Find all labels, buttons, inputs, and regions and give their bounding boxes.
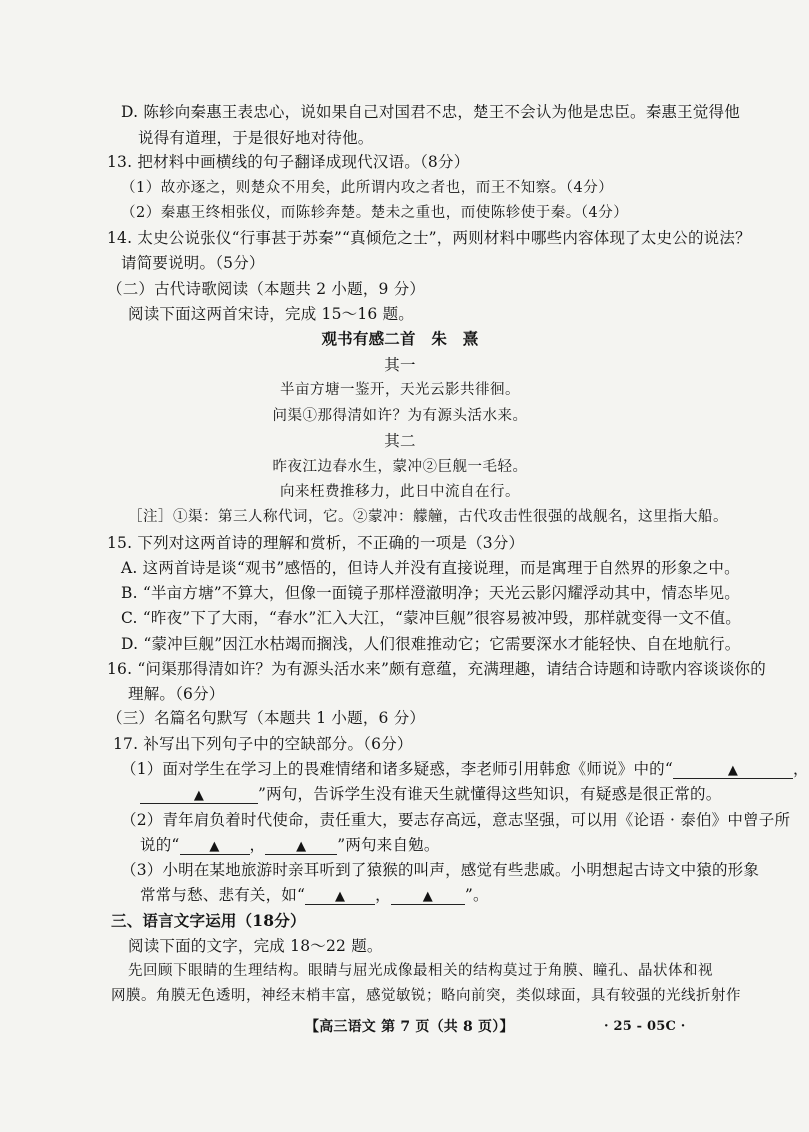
part3-intro: 阅读下面的文字，完成 18～22 题。 [128, 937, 383, 955]
poem1-line1: 半亩方塘一鉴开，天光云影共徘徊。 [280, 382, 520, 398]
blank-marker: ▲ [209, 839, 220, 854]
blank-marker: ▲ [193, 788, 205, 803]
q17-item2-text-c: ， [249, 836, 266, 854]
q14-line2: 请简要说明。（5分） [121, 254, 265, 272]
q17-item2-line2 [140, 835, 440, 855]
poem1-line2: 问渠①那得清如许？为有源头活水来。 [272, 408, 528, 424]
q16-line1: 16. “问渠那得清如许？为有源头活水来”颇有意蕴，充满理趣，请结合诗题和诗歌内容谈谈你的 [107, 660, 766, 678]
page-footer-code: · 25 - 05C · [604, 1019, 686, 1034]
poem-note: ［注］①渠：第三人称代词，它。②蒙冲：艨艟，古代攻击性很强的战舰名，这里指大船。 [128, 509, 728, 525]
blank-marker: ▲ [422, 889, 433, 904]
poem-title: 观书有感二首 朱 熹 [321, 329, 479, 348]
q17-item3-text-c: ， [375, 886, 391, 904]
part3-heading: 三、语言文字运用（18分） [111, 911, 306, 930]
q17-blank-2[interactable] [140, 784, 258, 804]
q17-item3-text-b: 常常与愁、悲有关，如“ [140, 886, 306, 904]
section2-heading: （二）古代诗歌阅读（本题共 2 小题，9 分） [107, 280, 426, 298]
q17-item1-text-a: （1）面对学生在学习上的畏难情绪和诸多疑惑，李老师引用韩愈《师说》中的“ [121, 760, 673, 778]
poem2-heading: 其二 [384, 432, 416, 450]
q17-item1-text-b: ， [793, 760, 809, 778]
q15-stem: 15. 下列对这两首诗的理解和赏析，不正确的一项是（3分） [107, 534, 525, 552]
q12-option-d-line2: 说得有道理，于是很好地对待他。 [138, 129, 374, 147]
q17-blank-5[interactable] [305, 885, 375, 905]
page-footer-label: 【高三语文 第 7 页（共 8 页）】 [305, 1019, 514, 1035]
q17-item1-line2 [140, 784, 721, 804]
q17-item3-line1: （3）小明在某地旅游时亲耳听到了猿猴的叫声，感觉有些悲戚。小明想起古诗文中猿的形象 [121, 861, 760, 879]
section3-heading: （三）名篇名句默写（本题共 1 小题，6 分） [107, 709, 426, 727]
poem2-line1: 昨夜江边春水生，蒙冲②巨舰一毛轻。 [272, 459, 528, 475]
q17-item1-line1 [121, 759, 809, 779]
q17-blank-4[interactable] [265, 835, 337, 855]
q17-item3-text-d: ”。 [464, 886, 489, 904]
part3-text-line2: 网膜。角膜无色透明，神经末梢丰富，感觉敏锐；略向前突，类似球面，具有较强的光线折射作 [111, 988, 741, 1004]
q17-blank-3[interactable] [180, 835, 250, 855]
poem2-line2: 向来枉费推移力，此日中流自在行。 [280, 484, 520, 500]
q16-line2: 理解。（6分） [128, 685, 225, 703]
q15-option-d: D. “蒙冲巨舰”因江水枯竭而搁浅，人们很难推动它；它需要深水才能轻快、自在地航行。 [121, 635, 741, 653]
q17-item1-text-c: ”两句，告诉学生没有谁天生就懂得这些知识，有疑惑是很正常的。 [258, 785, 722, 803]
q17-blank-1[interactable] [673, 759, 793, 779]
part3-text-line1: 先回顾下眼睛的生理结构。眼睛与屈光成像最相关的结构莫过于角膜、瞳孔、晶状体和视 [128, 963, 713, 979]
q15-option-c: C. “昨夜”下了大雨，“春水”汇入大江，“蒙冲巨舰”很容易被冲毁，那样就变得一文不值。 [121, 609, 742, 627]
q14-line1: 14. 太史公说张仪“行事甚于苏秦”“真倾危之士”，两则材料中哪些内容体现了太史公的说法？ [107, 229, 751, 247]
blank-marker: ▲ [335, 889, 346, 904]
q17-item2-line1: （2）青年肩负着时代使命，责任重大，要志存高远，意志坚强，可以用《论语 · 泰伯》中曾子所 [121, 811, 791, 829]
q17-item2-text-b: 说的“ [140, 836, 180, 854]
q15-option-b: B. “半亩方塘”不算大，但像一面镜子那样澄澈明净；天光云影闪耀浮动其中，情态毕见。 [121, 584, 740, 602]
q12-option-d-line1: D. 陈轸向秦惠王表忠心，说如果自己对国君不忠，楚王不会认为他是忠臣。秦惠王觉得他 [121, 103, 740, 121]
q17-item2-text-d: ”两句来自勉。 [337, 836, 440, 854]
poem1-heading: 其一 [384, 356, 416, 374]
q15-option-a: A. 这两首诗是谈“观书”感悟的，但诗人并没有直接说理，而是寓理于自然界的形象之中。 [121, 559, 740, 577]
blank-marker: ▲ [727, 763, 739, 778]
q17-item3-line2 [140, 885, 489, 905]
section2-intro: 阅读下面这两首宋诗，完成 15～16 题。 [128, 305, 415, 323]
blank-marker: ▲ [296, 839, 307, 854]
q13-sentence-1: （1）故亦逐之，则楚众不用矣，此所谓内攻之者也，而王不知察。（4分） [121, 180, 614, 196]
q13-sentence-2: （2）秦惠王终相张仪，而陈轸奔楚。楚未之重也，而使陈轸使于秦。（4分） [121, 205, 629, 221]
q17-stem: 17. 补写出下列句子中的空缺部分。（6分） [113, 735, 413, 753]
q13-stem: 13. 把材料中画横线的句子翻译成现代汉语。（8分） [107, 153, 470, 171]
q17-blank-6[interactable] [391, 885, 465, 905]
